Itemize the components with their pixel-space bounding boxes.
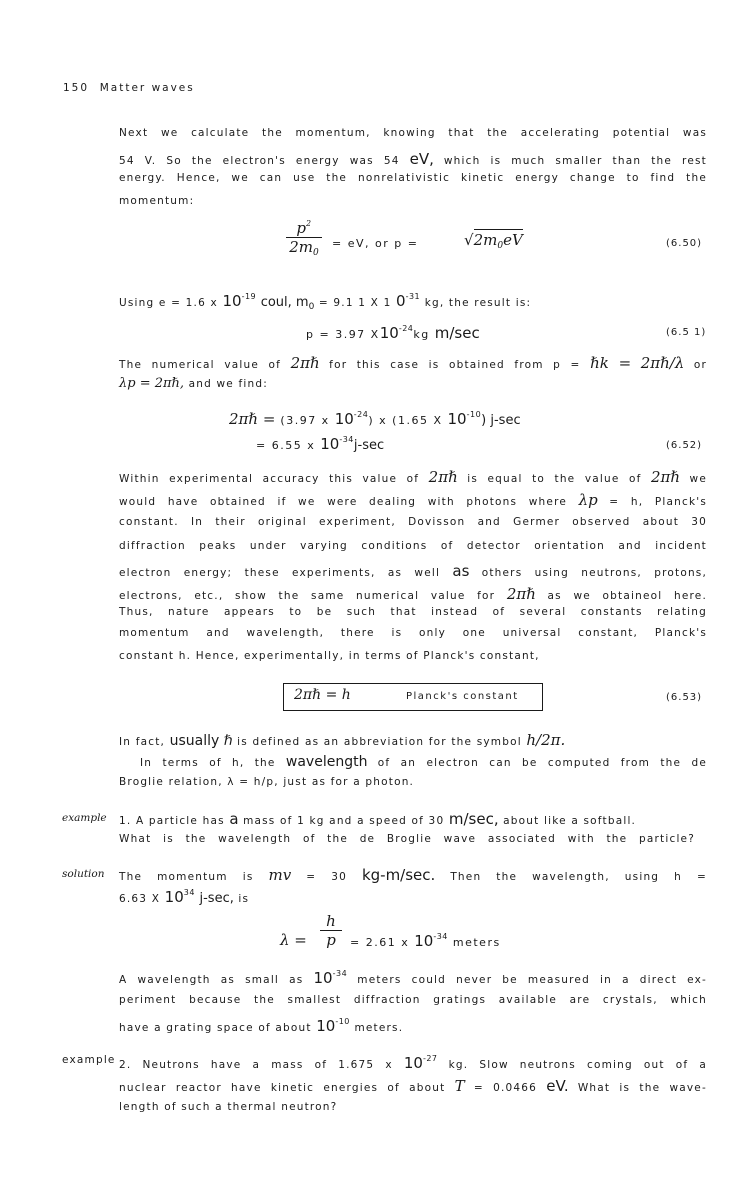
example-1-label: example <box>62 812 107 824</box>
para3-line3: constant. In their original experiment, Dovisson and Germer observed about 30 <box>119 516 707 528</box>
example2-line1: 2. Neutrons have a mass of 1.675 x $10^{-27}$ kg. Slow neutrons coming out of a <box>119 1054 707 1072</box>
para1-line1: Next we calculate the momentum, knowing that the accelerating potential was <box>119 127 707 139</box>
using-line: Using e = 1.6 x $10^{-19}$ coul, $m_0 = 9.1$ 1 X 1 $0^{-31}$ kg, the result is: <box>119 292 532 312</box>
boxed-equation-6-53: 2πℏ = h Planck's constant <box>283 683 543 711</box>
solution-line2: 6.63 X $10^{34}$ j-sec, is <box>119 888 250 906</box>
para4-line2: In terms of h, the wavelength of an electron can be computed from the de <box>140 754 707 770</box>
para3-line1: Within experimental accuracy this value of 2πℏ is equal to the value of 2πℏ we <box>119 468 707 486</box>
lambda-equals: λ = <box>280 931 307 949</box>
para4-line1: In fact, usually ℏ is defined as an abbreviation for the symbol h/2π. <box>119 731 566 749</box>
para2-line1: The numerical value of 2πℏ for this case is obtained from p = ℏk = 2πℏ/λ or <box>119 354 708 372</box>
example2-line2: nuclear reactor have kinetic energies of about T = 0.0466 eV. What is the wave- <box>119 1077 707 1095</box>
example1-line2: What is the wavelength of the de Broglie wave associated with the particle? <box>119 833 695 845</box>
equation-6-51: p = 3.97 $X10^{-24}kg$ m/sec <box>306 324 480 342</box>
solution-line1: The momentum is mv = 30 kg-m/sec. Then the wavelength, using h = <box>119 866 707 884</box>
example2-line3: length of such a thermal neutron? <box>119 1101 338 1113</box>
page-number: 150 <box>63 82 90 94</box>
para5-line1: A wavelength as small as $10^{-34}$ meters could never be measured in a direct ex- <box>119 969 707 987</box>
example-2-label: example <box>62 1054 116 1066</box>
para3-line2: would have obtained if we were dealing with photons where λp = h, Planck's <box>119 491 707 509</box>
eq-label-6-52: (6.52) <box>666 440 703 451</box>
para3-line6: electrons, etc., show the same numerical value for 2πℏ as we obtaineol here. <box>119 585 707 603</box>
equation-6-52-line2: = 6.55 x $10^{-34}j-\sec$ <box>256 435 385 453</box>
example1-line1: 1. A particle has a mass of 1 kg and a speed of 30 m/sec, about like a softball. <box>119 810 637 828</box>
sqrt-sign: √ <box>464 231 474 249</box>
para3-line8: momentum and wavelength, there is only one universal constant, Planck's <box>119 627 707 639</box>
fraction-h-over-p: h p <box>320 912 342 949</box>
eq-label-6-51: (6.5 1) <box>666 327 707 338</box>
para1-line2: 54 V. So the electron's energy was 54 eV, which is much smaller than the rest <box>119 150 707 168</box>
fraction-p2-over-2m0: $p^2$ $2m_0$ <box>286 219 322 258</box>
equation-6-52-line1: 2πℏ = (3.97 x $10^{-24}$) x (1.65 X $10^{-10}$) j-sec <box>229 410 521 428</box>
para1-line4: momentum: <box>119 195 195 207</box>
para5-line2: periment because the smallest diffraction gratings available are crystals, which <box>119 994 707 1006</box>
lambda-value: = 2.61 x $10^{-34}$ meters <box>350 932 501 950</box>
eq-label-6-53: (6.53) <box>666 692 703 703</box>
para5-line3: have a grating space of about $10^{-10}$ meters. <box>119 1017 404 1035</box>
sqrt-expression: $√2m_0eV$ <box>464 231 523 251</box>
para3-line5: electron energy; these experiments, as well as others using neutrons, protons, <box>119 562 708 580</box>
para3-line9: constant h. Hence, experimentally, in terms of Planck's constant, <box>119 650 540 662</box>
chapter-title: Matter waves <box>99 82 195 94</box>
eq650-middle: = eV, or p = <box>332 237 419 250</box>
eq-label-6-50: (6.50) <box>666 238 703 249</box>
para4-line3: Broglie relation, λ = h/p, just as for a photon. <box>119 776 415 788</box>
para2-line2: λp = 2πℏ, and we find: <box>119 376 268 391</box>
solution-label: solution <box>62 868 105 880</box>
para1-line3: energy. Hence, we can use the nonrelativistic kinetic energy change to find the <box>119 172 707 184</box>
running-header <box>63 82 195 94</box>
para3-line7: Thus, nature appears to be such that instead of several constants relating <box>119 606 707 618</box>
para3-line4: diffraction peaks under varying conditions of detector orientation and incident <box>119 540 707 552</box>
